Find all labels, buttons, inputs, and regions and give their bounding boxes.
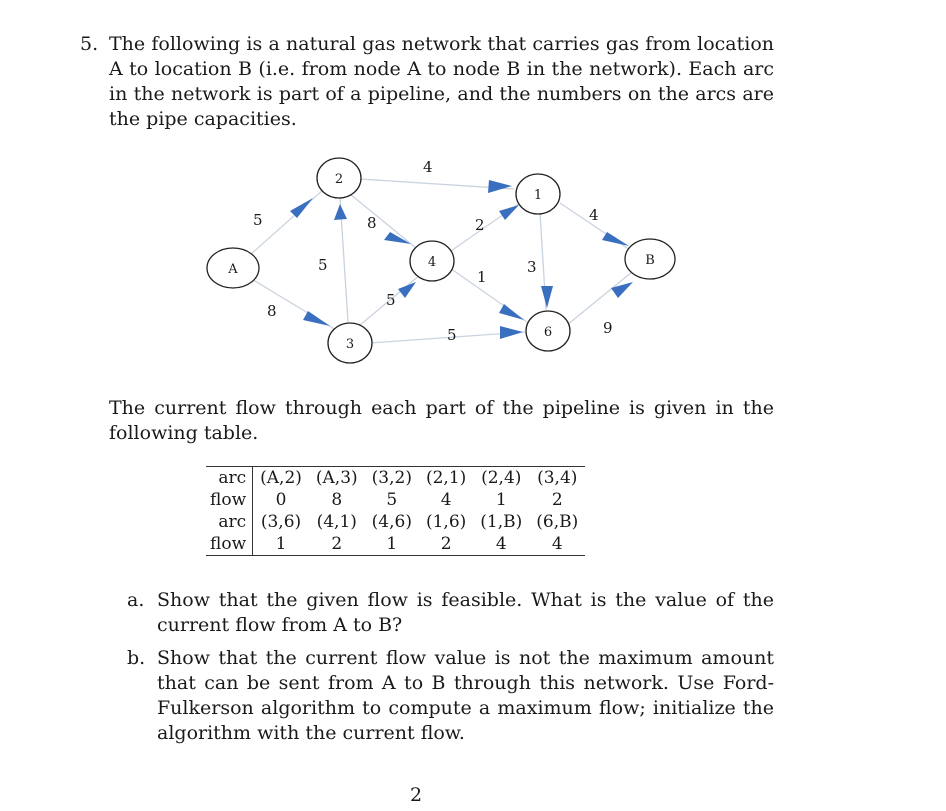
table-cell: 0 [275,490,287,510]
capacity-A-3: 8 [267,302,277,320]
table-cell: (3,4) [529,467,585,490]
capacity-4-6: 1 [477,268,487,286]
table-cell: 8 [331,490,343,510]
table-cell: (1,6) [425,512,467,532]
table-row-flows-2 [206,533,585,556]
flow-table [206,466,585,556]
node-6 [526,311,570,351]
capacity-2-4: 8 [367,214,377,232]
capacity-3-2: 5 [318,256,328,274]
problem-number: 5. [80,33,99,55]
node-4 [410,241,454,281]
table-cell: 4 [473,533,529,556]
arrowhead-4-1 [499,205,519,220]
table-cell: (2,4) [473,467,529,490]
table-cell: 1 [253,533,309,556]
part-a-label: a. [127,589,145,611]
arrowhead-1-B [602,232,629,246]
edge-2-4 [350,194,416,248]
arrowhead-A-2 [290,198,313,218]
arrowhead-3-2 [334,204,347,220]
table-cell: 4 [440,490,452,510]
part-b-text: Show that the current flow value is not the maximum amount that can be sent from A to B through this network. Use Ford-Fulkerson algorithm to compute a maximum flow; initialize the algorithm with the current flow. [157,647,774,744]
node-2 [317,158,361,198]
table-row-arcs-2 [206,511,585,533]
capacity-1-6: 3 [527,258,537,276]
arrowhead-3-4 [398,282,416,298]
table-row-head: flow [206,533,253,556]
capacity-3-6: 5 [447,326,457,344]
node-4-label: 4 [427,255,437,270]
table-row-head: arc [206,467,253,490]
node-B [625,239,675,279]
network-diagram [0,0,946,400]
edge-6-B [567,272,632,325]
capacity-6-B: 9 [603,319,613,337]
node-1-label: 1 [533,188,543,203]
node-1 [516,174,560,214]
table-cell: 2 [551,490,563,510]
table-cell: (A,2) [253,467,309,490]
part-a-text: Show that the given flow is feasible. What is the value of the current flow from A to B? [157,589,774,636]
table-row-arcs-1 [206,467,585,490]
table-cell: 2 [419,533,473,556]
table-cell: (3,6) [260,512,302,532]
node-B-label: B [645,253,655,268]
problem-intro-text: The following is a natural gas network that carries gas from location A to location B (i.e. from node A to node B in the network). Each arc in the network is part of a pipeline, and the numbers on the arcs are the pipe capacities. [109,33,774,130]
table-row-head: arc [206,511,253,533]
table-cell: (4,6) [371,512,412,532]
node-A-label: A [228,262,238,277]
table-cell: (4,1) [316,512,357,532]
node-2-label: 2 [334,172,344,187]
table-cell: 2 [309,533,365,556]
part-b-label: b. [127,647,146,669]
table-cell: (6,B) [536,512,579,532]
arrowhead-2-1 [488,180,512,193]
node-A [207,248,259,288]
table-row-flows-1 [206,489,585,511]
network-arrowheads [290,180,633,339]
table-cell: 1 [495,490,507,510]
table-row-head: flow [206,489,253,511]
page-number: 2 [410,784,423,806]
node-6-label: 6 [543,325,553,340]
arrowhead-4-6 [499,304,524,320]
capacity-4-1: 2 [475,216,485,234]
arrowhead-1-6 [541,286,553,308]
capacity-1-B: 4 [589,206,599,224]
table-cell: (3,2) [365,467,419,490]
table-cell: 5 [386,490,398,510]
table-cell: (A,3) [309,467,365,490]
arrowhead-2-4 [384,232,411,244]
flow-intro-text: The current flow through each part of the pipeline is given in the following table. [109,397,774,444]
table-cell: 1 [365,533,419,556]
capacity-3-4: 5 [386,291,396,309]
table-cell: (2,1) [419,467,473,490]
table-cell: (1,B) [480,512,523,532]
node-3-label: 3 [345,337,355,352]
arrowhead-3-6 [500,326,523,339]
arrowhead-A-3 [303,311,330,326]
capacity-A-2: 5 [253,211,263,229]
node-3 [328,323,372,363]
table-cell: 4 [529,533,585,556]
arrowhead-6-B [611,282,633,298]
capacity-2-1: 4 [423,158,433,176]
